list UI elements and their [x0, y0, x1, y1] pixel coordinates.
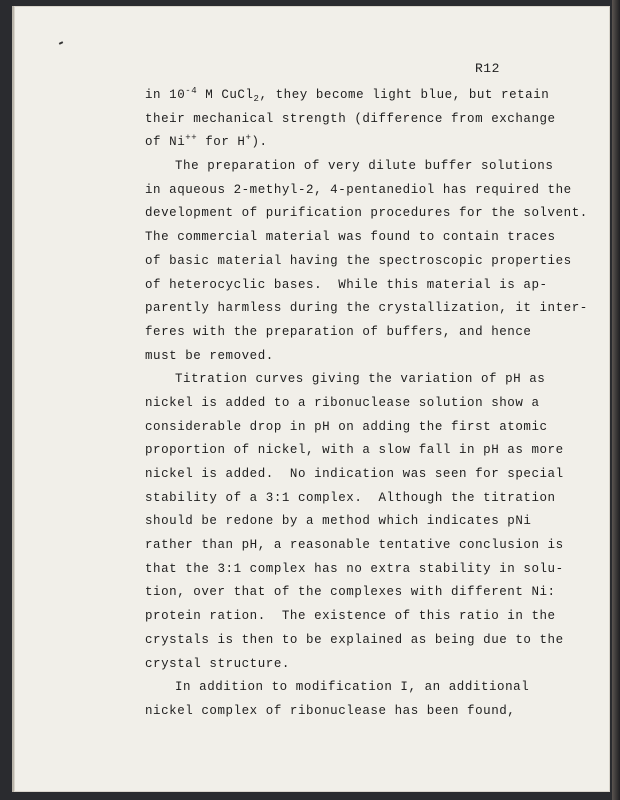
superscript: ++: [185, 133, 198, 144]
text-line: proportion of nickel, with a slow fall in pH as more: [145, 443, 564, 458]
body-text: [145, 84, 588, 724]
text-line: of heterocyclic bases. While this material is ap-: [145, 277, 548, 292]
text-line: in aqueous 2-methyl-2, 4-pentanediol has required the: [145, 182, 572, 197]
superscript: -4: [185, 86, 198, 96]
text-line: The preparation of very dilute buffer solutions: [175, 159, 554, 174]
text-line: nickel is added to a ribonuclease solution show a: [145, 395, 540, 410]
text-line: in $10^{-4}$ M CuCl$_2$, they become light blue, but retain: [145, 86, 550, 104]
text-line: feres with the preparation of buffers, and hence: [145, 324, 532, 339]
text-line: should be redone by a method which indicates pNi: [145, 514, 532, 529]
text-line: crystal structure.: [145, 656, 290, 671]
text-line: crystals is then to be explained as being due to the: [145, 632, 564, 647]
page-number: R12: [475, 61, 500, 76]
text-line: parently harmless during the crystallization, it inter-: [145, 301, 588, 316]
scan-background-edge: [612, 0, 620, 800]
text-line: nickel is added. No indication was seen for special: [145, 467, 564, 481]
text-line: protein ration. The existence of this ratio in the: [145, 609, 556, 624]
text-line: In addition to modification I, an additional: [175, 680, 530, 695]
superscript: +: [245, 133, 252, 144]
text-line: of basic material having the spectroscopic properties: [145, 253, 572, 268]
text-line: must be removed.: [145, 348, 274, 363]
text-line: Titration curves giving the variation of pH as: [175, 372, 546, 387]
text-line: nickel complex of ribonuclease has been found,: [145, 703, 516, 718]
subscript: 2: [253, 94, 260, 104]
text-line: tion, over that of the complexes with different Ni:: [145, 585, 556, 600]
text-line: their mechanical strength (difference from exchange: [145, 111, 556, 126]
text-line: development of purification procedures for the solvent.: [145, 206, 588, 221]
text-line: rather than pH, a reasonable tentative conclusion is: [145, 538, 564, 553]
text-line: The commercial material was found to contain traces: [145, 230, 556, 245]
text-line: of Ni++ for H+).: [145, 133, 268, 150]
text-line: stability of a 3:1 complex. Although the titration: [145, 490, 556, 505]
text-line: that the 3:1 complex has no extra stability in solu-: [145, 561, 564, 576]
text-line: considerable drop in pH on adding the first atomic: [145, 419, 548, 434]
